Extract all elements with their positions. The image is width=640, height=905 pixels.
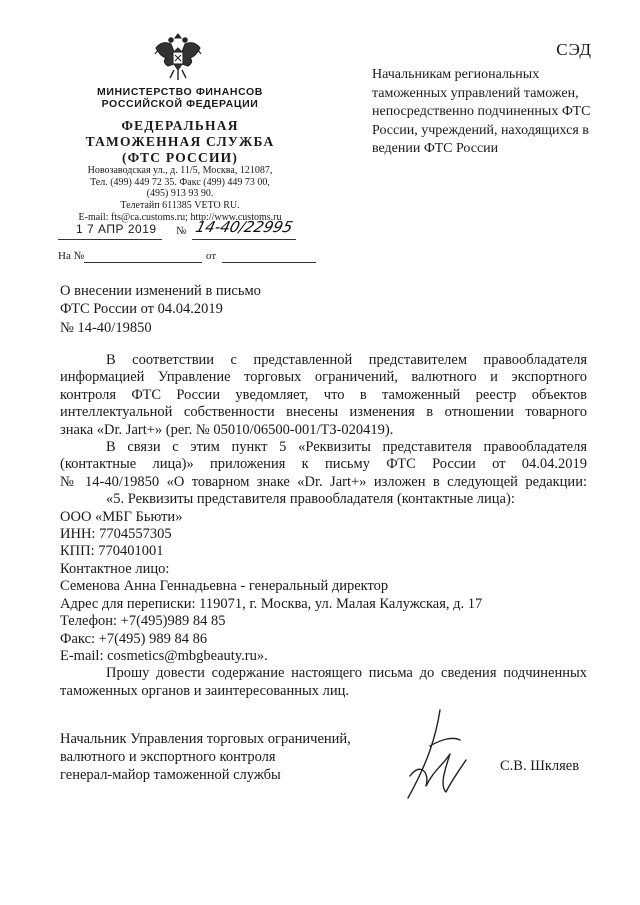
requisite-contact-person: Семенова Анна Геннадьевна - генеральный директор bbox=[60, 578, 389, 595]
paragraph-2-line: В связи с этим пункт 5 «Реквизиты представителя правообладателя bbox=[106, 439, 587, 456]
paragraph-1-line: знака «Dr. Jart+» (рег. № 05010/06500-001/ТЗ-020419). bbox=[60, 421, 394, 438]
reference-row bbox=[58, 250, 318, 266]
paragraph-1-line: В соответствии с представленной представителем правообладателя bbox=[106, 352, 587, 368]
paragraph-1-line: информацией Управление торговых ограничений, валютного и экспортного bbox=[60, 369, 587, 386]
service-name bbox=[70, 118, 290, 166]
letterhead-address bbox=[58, 165, 302, 211]
requisite-email: E-mail: cosmetics@mbgbeauty.ru». bbox=[60, 647, 268, 664]
date-underline bbox=[58, 239, 162, 240]
subject-line-1: О внесении изменений в письмо bbox=[60, 283, 261, 299]
service-line-2: ТАМОЖЕННАЯ СЛУЖБА bbox=[85, 134, 275, 149]
number-label: № bbox=[176, 225, 187, 237]
requisite-fax: Факс: +7(495) 989 84 86 bbox=[60, 630, 208, 647]
registration-number: 14-40/22995 bbox=[193, 218, 295, 236]
registration-row bbox=[58, 218, 318, 244]
document-system-mark: СЭД bbox=[556, 40, 592, 59]
closing-line: таможенных органов и заинтересованных лиц. bbox=[60, 682, 349, 699]
letter-body bbox=[60, 352, 587, 700]
ministry-name bbox=[70, 86, 290, 110]
service-line-3: (ФТС РОССИИ) bbox=[121, 150, 239, 165]
double-headed-eagle-emblem-icon bbox=[152, 30, 204, 84]
paragraph-1-line: контроля ФТС России уведомляет, что в таможенный реестр объектов bbox=[60, 386, 587, 403]
requisite-contact-label: Контактное лицо: bbox=[60, 560, 170, 577]
requisite-inn: ИНН: 7704557305 bbox=[60, 526, 172, 543]
requisite-phone: Телефон: +7(495)989 84 85 bbox=[60, 613, 226, 630]
closing-line: Прошу довести содержание настоящего письма до сведения подчиненных bbox=[106, 665, 587, 682]
signer-position bbox=[60, 730, 390, 784]
reference-date-blank bbox=[222, 262, 316, 263]
phone-fax-line: Тел. (499) 449 72 35. Факс (499) 449 73 00, bbox=[90, 176, 270, 188]
paragraph-1-line: интеллектуальной собственности внесены изменения в отношении товарного bbox=[60, 404, 587, 421]
subject bbox=[60, 282, 360, 337]
ministry-line-2: РОССИЙСКОЙ ФЕДЕРАЦИИ bbox=[101, 98, 259, 110]
paragraph-2-line: «5. Реквизиты представителя правообладателя (контактные лица): bbox=[106, 491, 515, 508]
address-line: Новозаводская ул., д. 11/5, Москва, 121087, bbox=[87, 165, 273, 176]
number-underline bbox=[192, 239, 296, 240]
ministry-line-1: МИНИСТЕРСТВО ФИНАНСОВ bbox=[97, 86, 263, 98]
requisite-company: ООО «МБГ Бьюти» bbox=[60, 508, 183, 525]
signer-position-line: валютного и экспортного контроля bbox=[60, 749, 276, 765]
phone-line: (495) 913 93 90. bbox=[146, 188, 214, 200]
requisite-kpp: КПП: 770401001 bbox=[60, 543, 164, 560]
paragraph-2-line: (контактные лица)» приложения к письму ФТС России от 04.04.2019 bbox=[60, 456, 587, 473]
addressee: Начальникам региональных таможенных управлений таможен, непосредственно подчиненных ФТС России, учреждений, находящихся в ведении ФТС России bbox=[372, 67, 591, 156]
letterhead-email: E-mail: fts@ca.customs.ru; http://www.customs.ru bbox=[78, 212, 282, 223]
signer-name: С.В. Шкляев bbox=[500, 758, 580, 774]
reference-date-label: от bbox=[206, 250, 217, 262]
reference-number-label: На № bbox=[58, 250, 85, 262]
signer-position-line: генерал-майор таможенной службы bbox=[60, 767, 281, 783]
handwritten-signature-icon bbox=[400, 706, 480, 806]
signer-position-line: Начальник Управления торговых ограничений, bbox=[60, 731, 351, 747]
subject-line-3: № 14-40/19850 bbox=[60, 319, 152, 336]
date-stamp: 1 7 АПР 2019 bbox=[76, 222, 157, 236]
teletype-line: Телетайп 611385 VETO RU. bbox=[120, 199, 240, 211]
reference-number-blank bbox=[84, 262, 202, 263]
paragraph-2-line: № 14-40/19850 «О товарном знаке «Dr. Jart+» изложен в следующей редакции: bbox=[60, 473, 587, 490]
subject-line-2: ФТС России от 04.04.2019 bbox=[60, 301, 223, 318]
requisite-address: Адрес для переписки: 119071, г. Москва, ул. Малая Калужская, д. 17 bbox=[60, 595, 483, 612]
service-line-1: ФЕДЕРАЛЬНАЯ bbox=[121, 118, 239, 133]
